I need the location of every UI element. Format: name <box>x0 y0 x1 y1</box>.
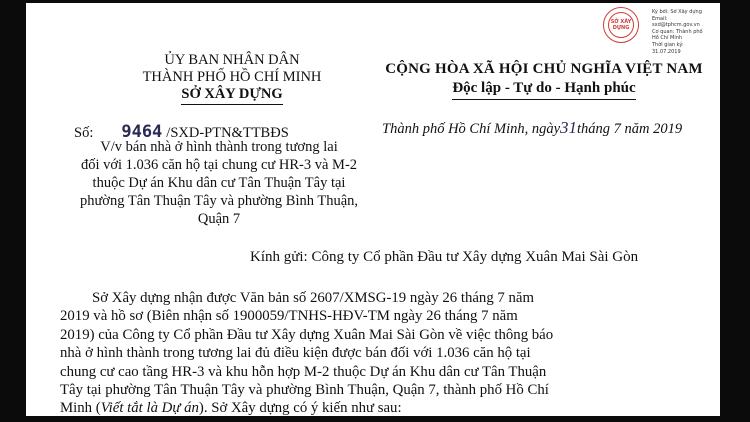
subject-line: V/v bán nhà ở hình thành trong tương lai <box>100 139 338 155</box>
body-line: 2019 và hồ sơ (Biên nhận số 1900059/TNHS-HĐV-TM ngày 26 tháng 7 năm <box>60 308 518 325</box>
body-line <box>60 289 710 307</box>
signer-line: sxd@tphcm.gov.vn <box>652 22 700 29</box>
body-line-italic: Viết tắt là Dự án <box>100 400 199 417</box>
date-suffix: tháng 7 năm 2019 <box>577 121 683 137</box>
signer-line: Ký bởi: Sở Xây dựng <box>652 9 702 15</box>
document-date <box>382 118 682 138</box>
date-day: 31 <box>560 118 578 137</box>
department-name: SỞ XÂY DỰNG <box>181 86 282 105</box>
body-line-end: ). Sở Xây dựng có ý kiến như sau: <box>198 400 402 417</box>
national-motto: Độc lập - Tự do - Hạnh phúc <box>452 79 635 100</box>
nation-name: CỘNG HÒA XÃ HỘI CHỦ NGHĨA VIỆT NAM <box>385 61 703 77</box>
digital-signature-stamp <box>603 7 639 43</box>
signature-info <box>652 9 722 55</box>
body-line: 2019) của Công ty Cổ phần Đầu tư Xây dựng Xuân Mai Sài Gòn về việc thông báo <box>60 326 554 343</box>
body-paragraph <box>60 289 710 418</box>
national-header <box>362 60 726 100</box>
body-line-text: Sở Xây dựng nhận được Văn bản số 2607/XMSG-19 ngày 26 tháng 7 năm <box>92 290 534 306</box>
photo-border-right <box>720 0 750 422</box>
photo-border-bottom <box>0 416 750 422</box>
signer-line: 31.07.2019 <box>652 48 681 55</box>
signer-line: Cơ quan: Thành phố <box>652 28 703 35</box>
date-prefix: Thành phố Hồ Chí Minh, ngày <box>382 121 561 137</box>
doc-number-value: 9464 <box>121 122 163 142</box>
signer-line: Thời gian ký: <box>652 41 684 48</box>
subject-line: Quận 7 <box>197 211 241 227</box>
org-line-2: THÀNH PHỐ HỒ CHÍ MINH <box>142 69 322 85</box>
photo-border-top <box>0 0 750 3</box>
body-line: chung cư cao tầng HR-3 và khu hỗn hợp M-2 thuộc Dự án Khu dân cư Tân Thuận <box>60 363 547 380</box>
issuing-authority-header <box>92 52 372 105</box>
signer-line: Email: <box>652 15 668 22</box>
subject-line: đối với 1.036 căn hộ tại chung cư HR-3 và M-2 <box>80 157 358 173</box>
document-subject <box>60 138 378 228</box>
doc-number-label: Số: <box>74 125 94 141</box>
subject-line: thuộc Dự án Khu dân cư Tân Thuận Tây tại <box>92 175 346 191</box>
doc-number-suffix: /SXD-PTN&TTBĐS <box>166 125 289 141</box>
body-line: nhà ở hình thành trong tương lai đủ điều kiện được bán đối với 1.036 căn hộ tại <box>60 345 531 362</box>
stamp-label: SỞ XÂY DỰNG <box>610 19 632 31</box>
signer-line: Hồ Chí Minh <box>652 35 683 42</box>
body-line: Tây tại phường Tân Thuận Tây và phường Bình Thuận, Quận 7, thành phố Hồ Chí <box>60 382 549 399</box>
org-line-1: ỦY BAN NHÂN DÂN <box>164 52 300 68</box>
body-line-start: Minh ( <box>60 400 101 417</box>
recipient-greeting: Kính gửi: Công ty Cổ phần Đầu tư Xây dựng Xuân Mai Sài Gòn <box>250 249 639 265</box>
subject-line: phường Tân Thuận Tây và phường Bình Thuận, <box>79 193 359 209</box>
photo-border-left <box>0 0 26 422</box>
